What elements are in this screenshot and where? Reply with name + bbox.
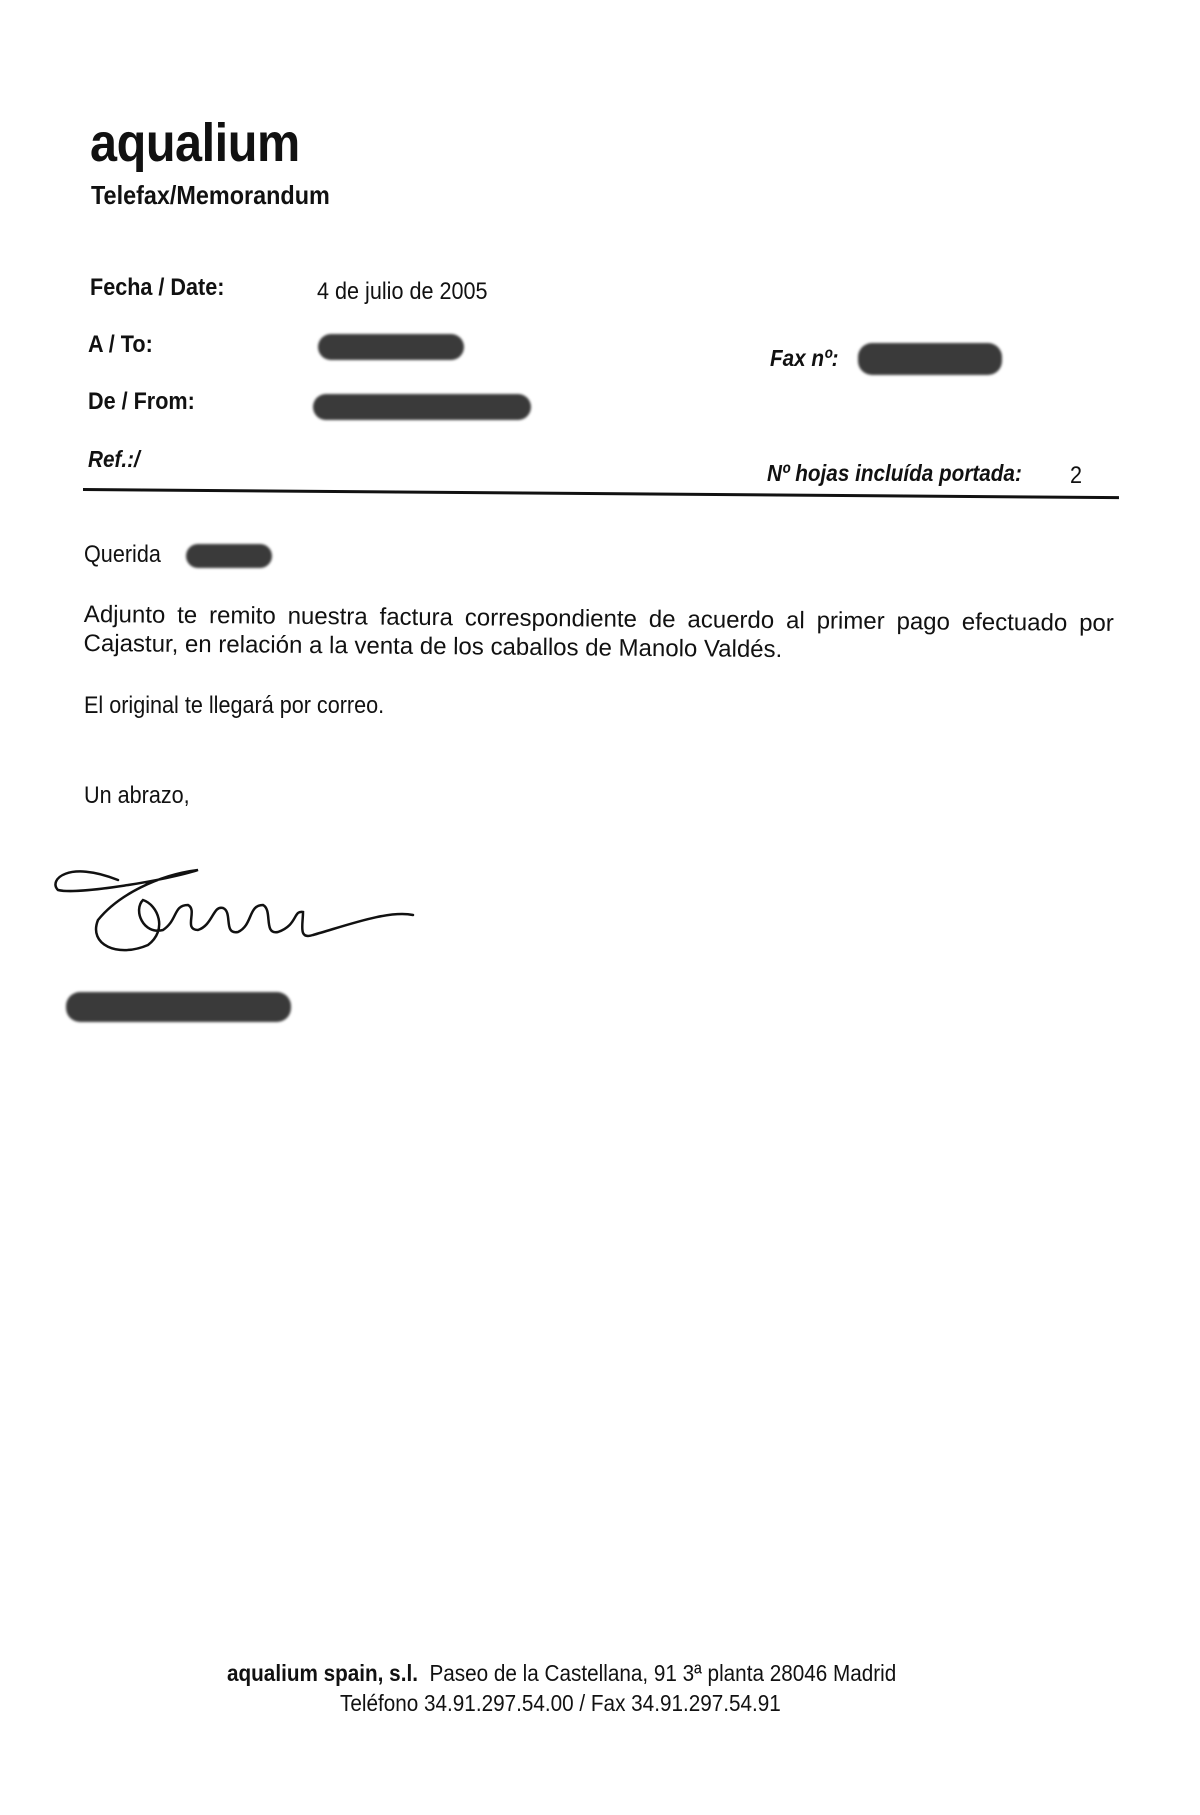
redacted-sender (313, 394, 531, 420)
ref-label: Ref.:/ (88, 446, 140, 472)
to-label: A / To: (88, 331, 153, 358)
greeting: Querida (84, 541, 161, 568)
pages-value: 2 (1070, 462, 1083, 489)
footer-company: aqualium spain, s.l. (227, 1660, 418, 1686)
body-line-original: El original te llegará por correo. (84, 692, 385, 719)
footer-contact: Teléfono 34.91.297.54.00 / Fax 34.91.297.54.91 (340, 1690, 781, 1716)
redacted-recipient-name (186, 544, 272, 568)
date-label: Fecha / Date: (90, 274, 225, 301)
redacted-signer-name (66, 992, 291, 1022)
footer-address: Paseo de la Castellana, 91 3ª planta 28046 Madrid (429, 1660, 897, 1686)
from-label: De / From: (88, 388, 195, 415)
body-paragraph: Adjunto te remito nuestra factura correspondiente de acuerdo al primer pago efectuado por Cajastur, en relación a la venta de los caballos de Manolo Valdés. (83, 600, 1114, 664)
footer-address-line (227, 1660, 896, 1687)
signature (48, 850, 428, 965)
date-value: 4 de julio de 2005 (317, 278, 488, 305)
fax-label: Fax nº: (770, 345, 839, 371)
company-logo: aqualium (90, 113, 300, 173)
pages-label: Nº hojas incluída portada: (767, 460, 1022, 486)
redacted-recipient (318, 334, 464, 360)
header-divider (83, 488, 1119, 499)
redacted-fax-number (858, 343, 1002, 375)
closing: Un abrazo, (84, 782, 190, 809)
document-type: Telefax/Memorandum (91, 180, 330, 210)
